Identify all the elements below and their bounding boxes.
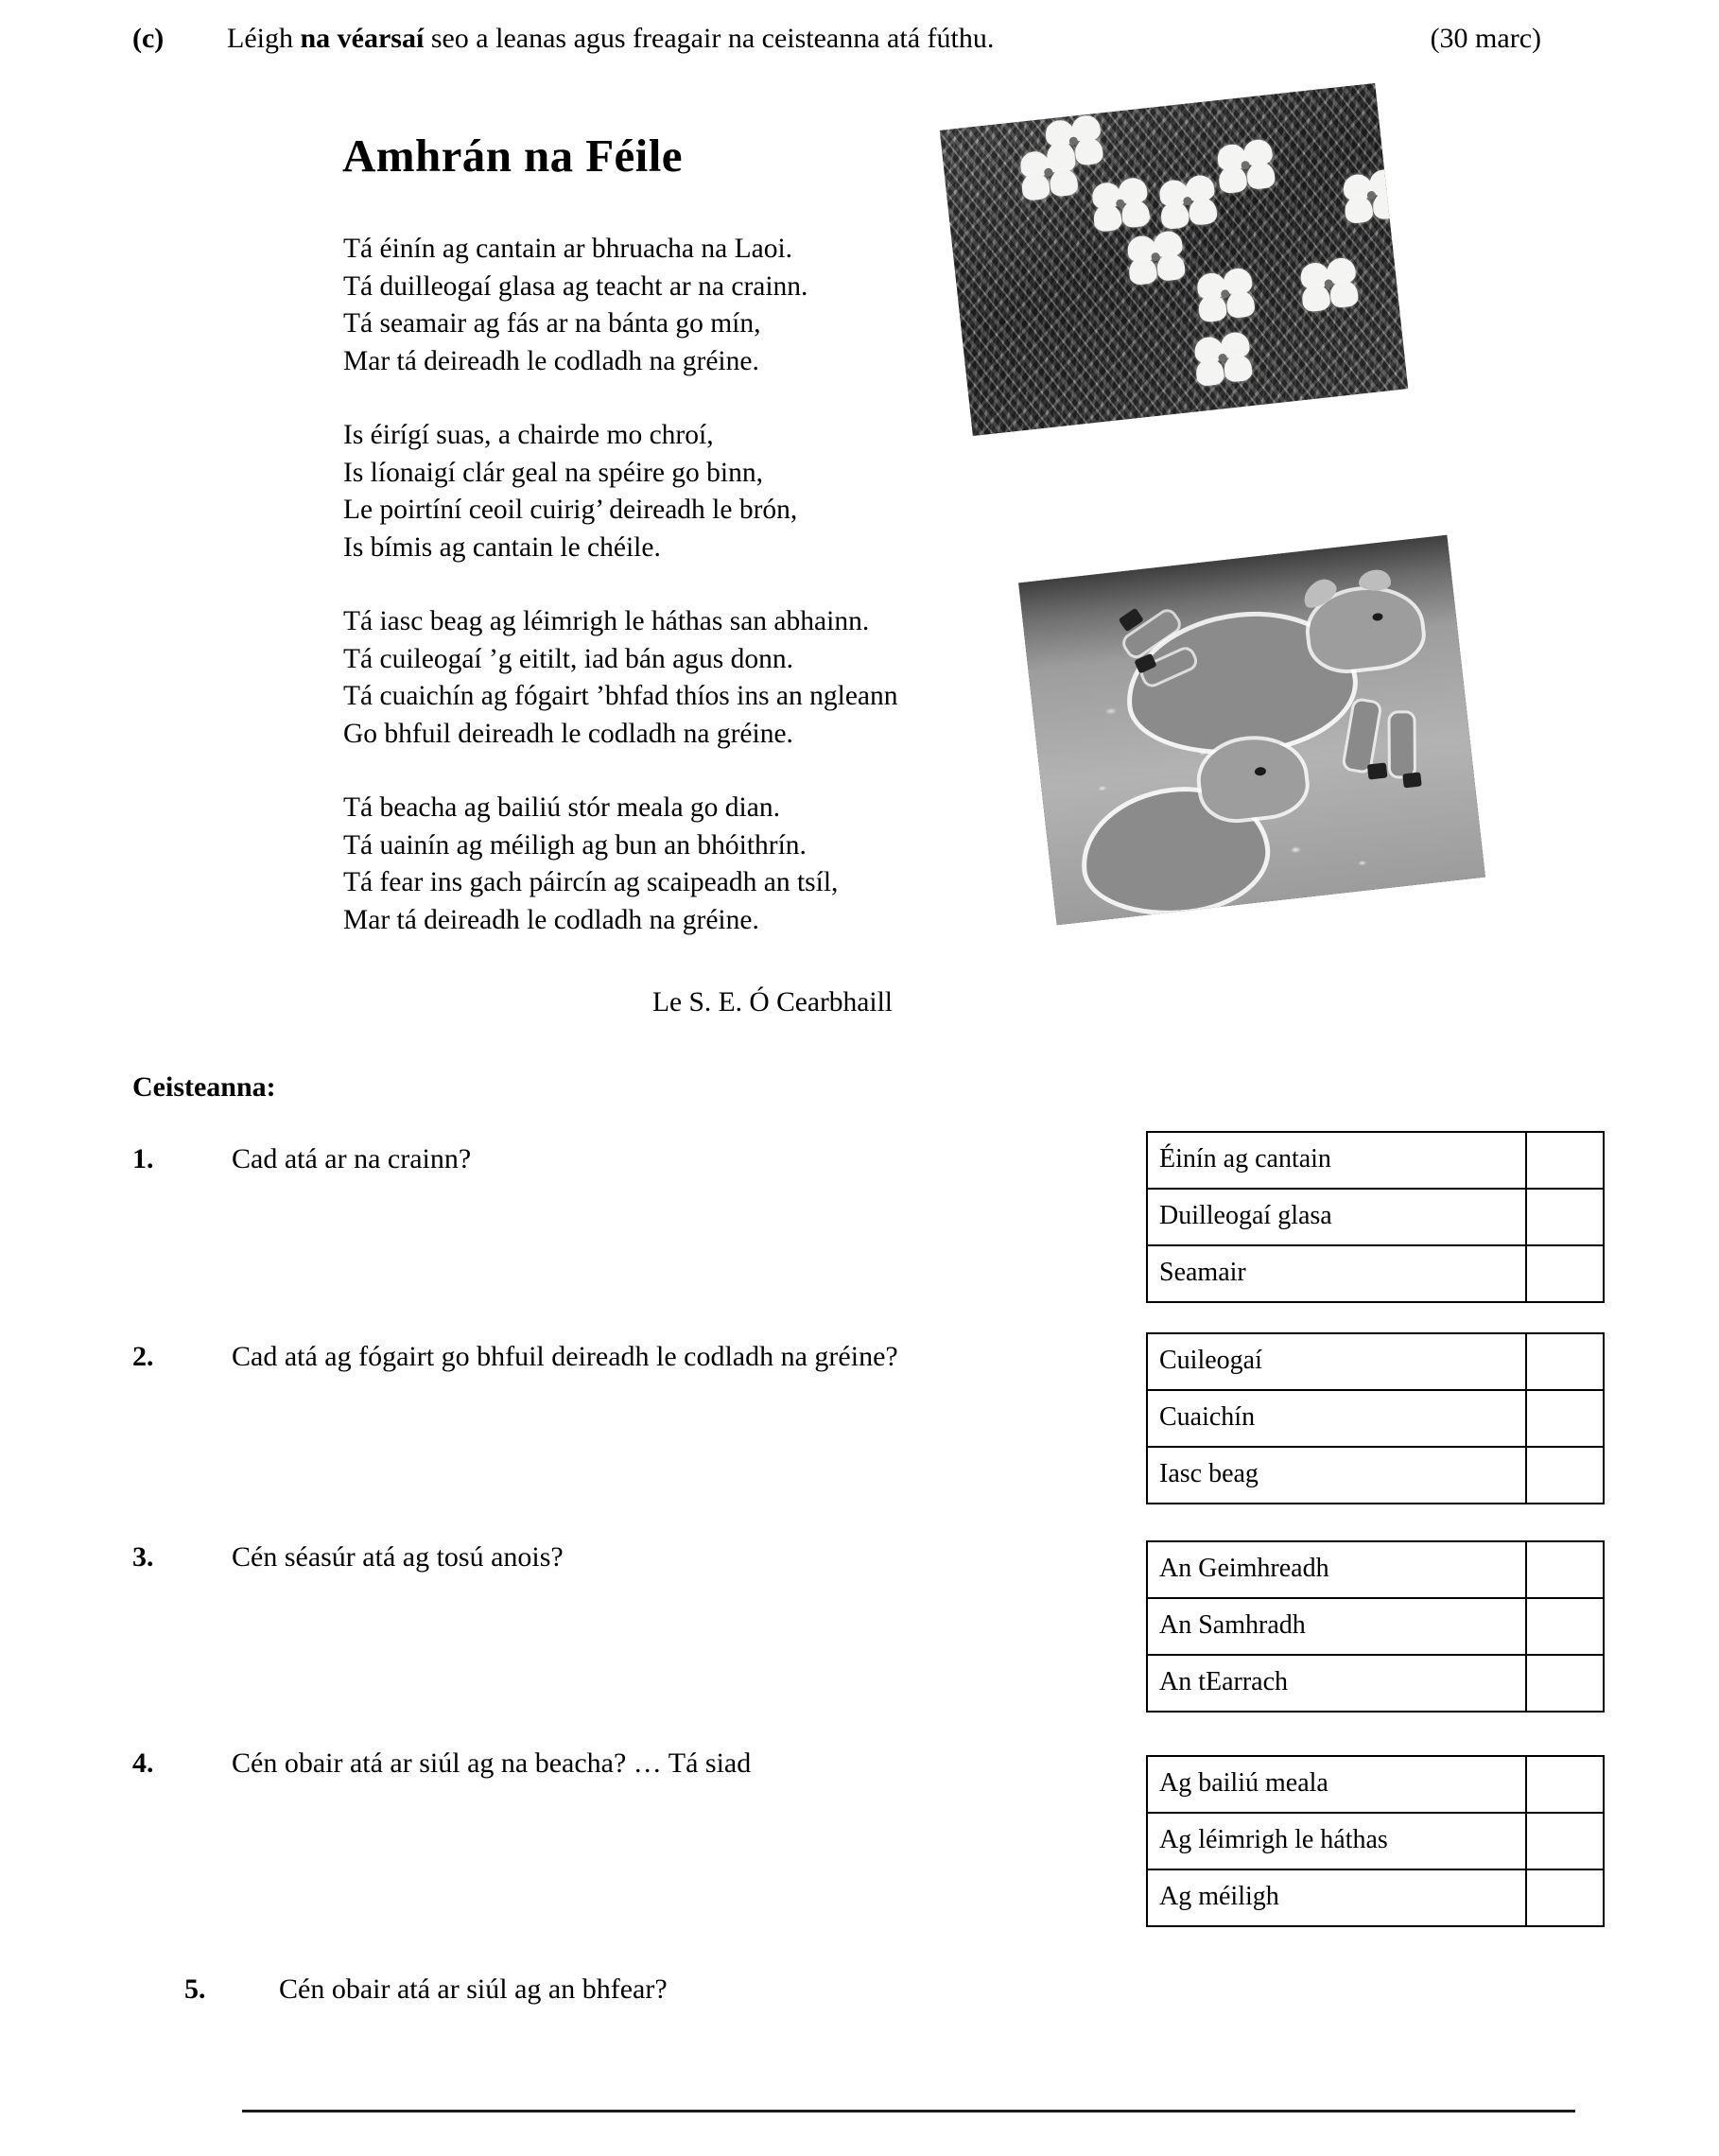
- instruction-row: [132, 21, 1541, 57]
- poem-line: Tá seamair ag fás ar na bánta go mín,: [343, 308, 761, 339]
- poem-line: Tá uainín ag méiligh ag bun an bhóithrín.: [343, 829, 807, 861]
- poem-verse-3: [343, 603, 1005, 753]
- options-table-1: [1146, 1131, 1605, 1303]
- poem-verse-2: [343, 417, 1005, 566]
- instruction-prefix: Léigh: [227, 23, 301, 54]
- question-2: [132, 1338, 1172, 1375]
- poem-line: Mar tá deireadh le codladh na gréine.: [343, 904, 759, 935]
- poem-line: Tá duilleogaí glasa ag teacht ar na crainn.: [343, 270, 808, 302]
- question-3: [132, 1539, 1172, 1575]
- two-lambs-photo: [1018, 535, 1485, 926]
- question-text: Cén obair atá ar siúl ag an bhfear?: [279, 1973, 668, 2005]
- options-table-2: [1146, 1332, 1605, 1504]
- poem-line: Is líonaigí clár geal na spéire go binn,: [343, 457, 763, 488]
- option-label: Duilleogaí glasa: [1147, 1189, 1526, 1245]
- answer-line: [242, 2110, 1575, 2113]
- option-row[interactable]: [1147, 1245, 1604, 1302]
- poem-line: Is éirígí suas, a chairde mo chroí,: [343, 420, 714, 450]
- instruction-text: [227, 21, 1412, 57]
- option-label: Cuileogaí: [1147, 1333, 1526, 1390]
- option-label: An tEarrach: [1147, 1655, 1526, 1712]
- option-row[interactable]: [1147, 1333, 1604, 1390]
- option-label: Seamair: [1147, 1245, 1526, 1302]
- poem-line: Le poirtíní ceoil cuirig’ deireadh le brón,: [343, 495, 798, 525]
- poem-line: Mar tá deireadh le codladh na gréine.: [343, 345, 759, 376]
- option-label: Ag léimrigh le háthas: [1147, 1813, 1526, 1869]
- option-row[interactable]: [1147, 1813, 1604, 1869]
- question-number: 2.: [132, 1341, 154, 1372]
- lambs-photo-frame: [1018, 535, 1485, 926]
- option-row[interactable]: [1147, 1447, 1604, 1504]
- question-text: Cad atá ar na crainn?: [232, 1143, 472, 1174]
- option-tick-box[interactable]: [1526, 1655, 1604, 1712]
- question-4: [132, 1745, 1172, 1782]
- option-row[interactable]: [1147, 1541, 1604, 1598]
- poem-body: [343, 231, 1005, 976]
- option-label: An Samhradh: [1147, 1598, 1526, 1655]
- option-label: Ag méiligh: [1147, 1869, 1526, 1926]
- question-number: 3.: [132, 1541, 154, 1573]
- poem-line: Tá éinín ag cantain ar bhruacha na Laoi.: [343, 234, 793, 264]
- question-number: 4.: [132, 1747, 154, 1779]
- option-row[interactable]: [1147, 1756, 1604, 1813]
- poem-line: Go bhfuil deireadh le codladh na gréine.: [343, 718, 793, 749]
- poem-line: Tá beacha ag bailiú stór meala go dian.: [343, 792, 780, 823]
- poem-line: Tá fear ins gach páircín ag scaipeadh an tsíl,: [343, 867, 839, 897]
- poem-title: Amhrán na Féile: [342, 130, 683, 182]
- option-tick-box[interactable]: [1526, 1869, 1604, 1926]
- option-tick-box[interactable]: [1526, 1756, 1604, 1813]
- question-number: 5.: [184, 1973, 206, 2005]
- option-tick-box[interactable]: [1526, 1132, 1604, 1189]
- questions-heading: Ceisteanna:: [132, 1071, 276, 1103]
- white-flowers-photo: [940, 83, 1408, 436]
- poem-author-text: Le S. E. Ó Cearbhaill: [652, 987, 893, 1017]
- flowers-photo-frame: [940, 83, 1408, 436]
- option-label: An Geimhreadh: [1147, 1541, 1526, 1598]
- poem-line: Tá iasc beag ag léimrigh le háthas san abhainn.: [343, 606, 870, 636]
- option-label: Ag bailiú meala: [1147, 1756, 1526, 1813]
- option-row[interactable]: [1147, 1598, 1604, 1655]
- option-tick-box[interactable]: [1526, 1813, 1604, 1869]
- option-label: Éinín ag cantain: [1147, 1132, 1526, 1189]
- poem-verse-1: [343, 231, 1005, 380]
- option-tick-box[interactable]: [1526, 1390, 1604, 1447]
- options-table-4: [1146, 1755, 1605, 1927]
- option-row[interactable]: [1147, 1869, 1604, 1926]
- poem-line: Is bímis ag cantain le chéile.: [343, 531, 661, 563]
- question-1: [132, 1140, 1172, 1177]
- option-label: Iasc beag: [1147, 1447, 1526, 1504]
- option-tick-box[interactable]: [1526, 1598, 1604, 1655]
- question-text: Cad atá ag fógairt go bhfuil deireadh le codladh na gréine?: [232, 1341, 898, 1372]
- option-tick-box[interactable]: [1526, 1245, 1604, 1302]
- option-row[interactable]: [1147, 1189, 1604, 1245]
- instruction-suffix: seo a leanas agus freagair na ceisteanna atá fúthu.: [424, 23, 995, 54]
- question-5: [184, 1971, 1168, 2008]
- marks-label: (30 marc): [1430, 23, 1541, 54]
- instruction-bold: na véarsaí: [300, 23, 425, 54]
- option-tick-box[interactable]: [1526, 1333, 1604, 1390]
- option-tick-box[interactable]: [1526, 1541, 1604, 1598]
- option-row[interactable]: [1147, 1132, 1604, 1189]
- part-letter: (c): [132, 23, 165, 54]
- poem-author: [0, 987, 1719, 1018]
- option-row[interactable]: [1147, 1655, 1604, 1712]
- question-text: Cén obair atá ar siúl ag na beacha? … Tá siad: [232, 1747, 752, 1779]
- option-row[interactable]: [1147, 1390, 1604, 1447]
- option-tick-box[interactable]: [1526, 1189, 1604, 1245]
- poem-line: Tá cuileogaí ’g eitilt, iad bán agus donn.: [343, 643, 793, 674]
- poem-verse-4: [343, 790, 1005, 939]
- question-text: Cén séasúr atá ag tosú anois?: [232, 1541, 564, 1573]
- option-tick-box[interactable]: [1526, 1447, 1604, 1504]
- question-number: 1.: [132, 1143, 154, 1174]
- poem-line: Tá cuaichín ag fógairt ’bhfad thíos ins an ngleann: [343, 681, 898, 711]
- option-label: Cuaichín: [1147, 1390, 1526, 1447]
- options-table-3: [1146, 1540, 1605, 1713]
